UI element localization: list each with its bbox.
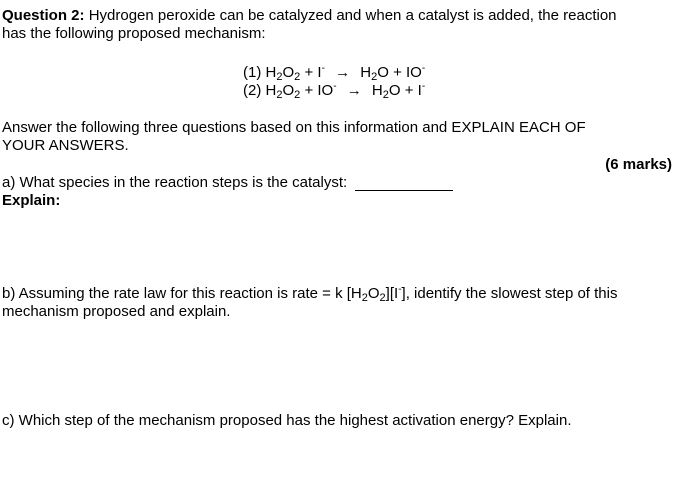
answer-blank[interactable] [355,176,453,191]
reaction-arrow: → [346,82,362,99]
part-a-explain-label: Explain: [2,192,61,209]
reactant-hypoiodite: IO- [317,81,337,99]
marks-label: (6 marks) [605,156,672,173]
reactant-h2o2: $H_2O_2$ [265,82,301,101]
step-number: (2) [243,82,262,99]
product-water: $H_2O$ [371,82,401,101]
question-line1: Hydrogen peroxide can be catalyzed and when a catalyst is added, the reaction [88,7,617,24]
plus-sign: + [304,82,314,99]
step-number: (1) [243,64,262,81]
plus-sign: + [304,64,314,81]
plus-sign: + [404,82,414,99]
reaction-arrow: → [335,64,351,81]
question-text [2,7,617,25]
product-water: $H_2O$ [360,64,389,83]
part-b-question: b) Assuming the rate law for this reaction is rate = k $[H_2O_2][I^-]$, identify the slowest step of this [2,284,618,304]
part-a-text: a) What species in the reaction steps is the catalyst: [2,174,348,191]
question-line2: has the following proposed mechanism: [2,25,266,42]
instructions-line2: YOUR ANSWERS. [2,137,129,154]
plus-sign: + [393,64,402,81]
part-c-question: c) Which step of the mechanism proposed has the highest activation energy? Explain. [2,412,572,429]
part-b-line2: mechanism proposed and explain. [2,303,231,320]
product-iodide: I- [417,81,426,99]
mechanism-step-2 [243,82,425,100]
instructions-line1: Answer the following three questions based on this information and EXPLAIN EACH OF [2,119,586,136]
mechanism-step-1 [243,64,425,82]
reactant-h2o2: $H_2O_2$ [265,64,301,83]
part-a-question [2,174,453,192]
question-label: Question 2: [2,7,85,24]
reactant-iodide: I- [317,63,325,81]
product-hypoiodite: IO- [406,63,426,81]
